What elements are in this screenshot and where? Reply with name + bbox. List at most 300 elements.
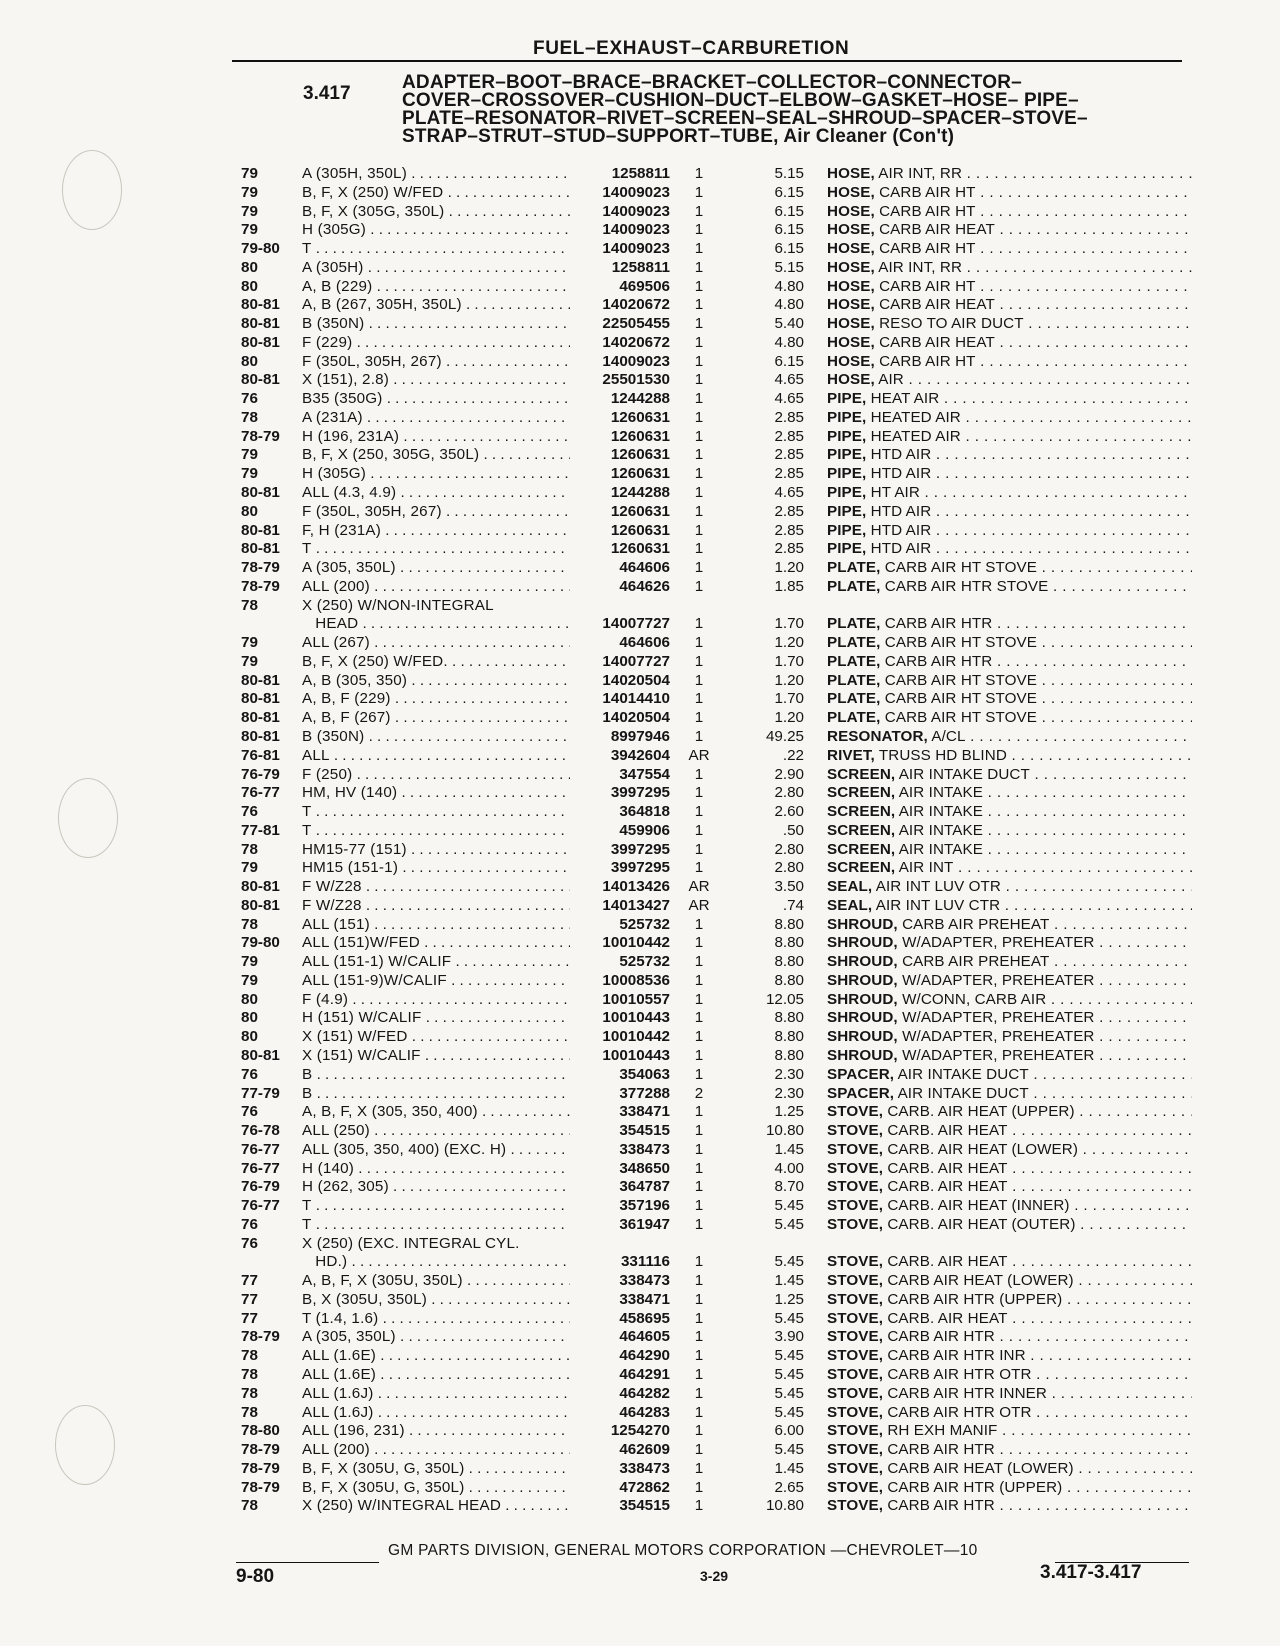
part-detail: HEAT AIR <box>866 390 940 408</box>
part-detail: CARB AIR HTR (UPPER) <box>883 1290 1063 1308</box>
quantity: 1 <box>694 690 704 708</box>
price: 1.85 <box>774 577 804 595</box>
part-name: STOVE, <box>827 1478 884 1496</box>
model-year: 78-79 <box>241 1459 280 1477</box>
description <box>827 1422 1192 1441</box>
part-detail: AIR INT LUV CTR <box>872 896 1001 914</box>
description <box>827 1272 1192 1291</box>
price: 5.45 <box>774 1309 804 1327</box>
price: 10.80 <box>765 1497 804 1515</box>
model-year: 77 <box>241 1272 258 1290</box>
quantity: 1 <box>694 915 704 933</box>
part-detail: HEATED AIR <box>866 408 961 426</box>
price: 1.25 <box>774 1103 804 1121</box>
application: ALL (151)W/FED . . . <box>302 934 570 953</box>
part-detail: CARB AIR HEAT (LOWER) <box>883 1272 1074 1290</box>
part-name: STOVE, <box>827 1197 884 1215</box>
part-name: STOVE, <box>827 1441 884 1459</box>
part-detail: W/ADAPTER, PREHEATER <box>897 971 1095 989</box>
quantity: 1 <box>694 296 704 314</box>
description <box>827 859 1192 878</box>
price: 6.15 <box>774 352 804 370</box>
description <box>827 878 1192 897</box>
part-detail: AIR INTAKE <box>895 840 983 858</box>
quantity: 1 <box>694 502 704 520</box>
table-row <box>0 522 1280 541</box>
quantity: AR <box>688 878 710 896</box>
part-detail: AIR INT LUV OTR <box>872 878 1001 896</box>
application: H (305G) . . . <box>302 221 570 240</box>
quantity: 1 <box>694 840 704 858</box>
part-number: 1260631 <box>610 427 670 445</box>
table-row <box>0 709 1280 728</box>
part-number: 1260631 <box>610 540 670 558</box>
part-detail: CARB AIR HTR <box>880 652 993 670</box>
table-row <box>0 1160 1280 1179</box>
part-detail: CARB AIR HTR (UPPER) <box>883 1478 1063 1496</box>
part-name: PLATE, <box>827 615 881 633</box>
model-year: 80-81 <box>241 690 280 708</box>
table-row <box>0 1291 1280 1310</box>
part-name: SCREEN, <box>827 840 896 858</box>
part-number: 464282 <box>619 1384 670 1402</box>
part-number: 464626 <box>619 577 670 595</box>
description <box>827 953 1192 972</box>
quantity: 1 <box>694 1384 704 1402</box>
application: HM, HV (140) . . . <box>302 784 570 803</box>
part-name: PIPE, <box>827 408 867 426</box>
price: 2.80 <box>774 859 804 877</box>
quantity: 1 <box>694 1046 704 1064</box>
application: X (250) W/NON-INTEGRAL <box>302 596 494 614</box>
application: A (305, 350L) . . . <box>302 559 570 578</box>
quantity: 1 <box>694 333 704 351</box>
quantity: 1 <box>694 765 704 783</box>
part-number: 14009023 <box>602 202 670 220</box>
table-row <box>0 841 1280 860</box>
part-number: 472862 <box>619 1478 670 1496</box>
price: 1.45 <box>774 1272 804 1290</box>
quantity: 1 <box>694 784 704 802</box>
quantity: 1 <box>694 465 704 483</box>
table-row <box>0 1310 1280 1329</box>
description <box>827 1141 1192 1160</box>
price: 6.15 <box>774 240 804 258</box>
part-name: PLATE, <box>827 709 881 727</box>
application: H (196, 231A) . . . <box>302 428 570 447</box>
part-number: 464283 <box>619 1403 670 1421</box>
description <box>827 540 1192 559</box>
table-row <box>0 540 1280 559</box>
table-row <box>0 1385 1280 1404</box>
price: 4.65 <box>774 390 804 408</box>
table-row <box>0 221 1280 240</box>
part-number: 3942604 <box>610 746 670 764</box>
part-number: 377288 <box>619 1084 670 1102</box>
price: 8.80 <box>774 934 804 952</box>
application: H (151) W/CALIF . . . <box>302 1009 570 1028</box>
model-year: 78 <box>241 1384 258 1402</box>
price: 2.65 <box>774 1478 804 1496</box>
table-row <box>0 934 1280 953</box>
part-detail: AIR <box>874 371 904 389</box>
quantity: 1 <box>694 990 704 1008</box>
part-name: SCREEN, <box>827 784 896 802</box>
part-detail: RH EXH MANIF <box>883 1422 998 1440</box>
application: T . . . <box>302 803 570 822</box>
part-number: 357196 <box>619 1197 670 1215</box>
table-row <box>0 1328 1280 1347</box>
application: B (350N) . . . <box>302 315 570 334</box>
part-detail: CARB AIR HT STOVE <box>880 709 1038 727</box>
part-name: SCREEN, <box>827 821 896 839</box>
application: F (350L, 305H, 267) . . . <box>302 503 570 522</box>
model-year: 78 <box>241 1347 258 1365</box>
application: T . . . <box>302 1216 570 1235</box>
application: B . . . <box>302 1066 570 1085</box>
part-number: 14009023 <box>602 183 670 201</box>
part-number: 14020672 <box>602 296 670 314</box>
price: 6.15 <box>774 183 804 201</box>
part-number: 10010442 <box>602 1028 670 1046</box>
description <box>827 296 1192 315</box>
price: 8.80 <box>774 1028 804 1046</box>
quantity: 1 <box>694 1065 704 1083</box>
part-detail: CARB AIR HEAT <box>874 296 995 314</box>
table-row <box>0 859 1280 878</box>
part-name: STOVE, <box>827 1159 884 1177</box>
quantity: 1 <box>694 953 704 971</box>
description <box>827 1103 1192 1122</box>
part-name: SHROUD, <box>827 953 898 971</box>
table-row <box>0 1103 1280 1122</box>
part-number: 8997946 <box>610 727 670 745</box>
part-name: SHROUD, <box>827 1028 898 1046</box>
model-year: 76 <box>241 1215 258 1233</box>
price: 2.85 <box>774 408 804 426</box>
table-row <box>0 1066 1280 1085</box>
price: 5.45 <box>774 1441 804 1459</box>
price: 1.20 <box>774 634 804 652</box>
table-row <box>0 953 1280 972</box>
table-row <box>0 484 1280 503</box>
description <box>827 203 1192 222</box>
application: ALL (1.6E) . . . <box>302 1366 570 1385</box>
application: X (250) (EXC. INTEGRAL CYL. <box>302 1234 520 1252</box>
part-detail: CARB. AIR HEAT (UPPER) <box>883 1103 1075 1121</box>
part-number: 347554 <box>619 765 670 783</box>
price: 5.45 <box>774 1347 804 1365</box>
part-name: PIPE, <box>827 540 867 558</box>
part-number: 338471 <box>619 1290 670 1308</box>
quantity: 1 <box>694 540 704 558</box>
quantity: 1 <box>694 1403 704 1421</box>
model-year: 77 <box>241 1309 258 1327</box>
table-row <box>0 653 1280 672</box>
table-row <box>0 897 1280 916</box>
description <box>827 1366 1192 1385</box>
section-heading-line: COVER–CROSSOVER–CUSHION–DUCT–ELBOW–GASKET–HOSE– PIPE– <box>402 90 1079 111</box>
table-row <box>0 690 1280 709</box>
application: ALL . . . <box>302 747 570 766</box>
part-name: STOVE, <box>827 1272 884 1290</box>
model-year: 78 <box>241 1497 258 1515</box>
description <box>827 221 1192 240</box>
table-row <box>0 1422 1280 1441</box>
application: ALL (151-1) W/CALIF . . . <box>302 953 570 972</box>
quantity: 1 <box>694 559 704 577</box>
part-number: 338473 <box>619 1272 670 1290</box>
table-row <box>0 1178 1280 1197</box>
part-name: STOVE, <box>827 1253 884 1271</box>
part-name: STOVE, <box>827 1290 884 1308</box>
part-name: HOSE, <box>827 296 875 314</box>
quantity: 1 <box>694 1122 704 1140</box>
part-number: 10010443 <box>602 1009 670 1027</box>
part-name: STOVE, <box>827 1366 884 1383</box>
application: F W/Z28 . . . <box>302 878 570 897</box>
part-number: 14014410 <box>602 690 670 708</box>
price: 5.15 <box>774 165 804 182</box>
model-year: 78-79 <box>241 577 280 595</box>
part-detail: CARB AIR HT <box>874 240 976 258</box>
part-detail: CARB AIR HTR INR <box>883 1347 1026 1365</box>
quantity: 1 <box>694 1103 704 1121</box>
part-number: 14007727 <box>602 652 670 670</box>
model-year: 77-81 <box>241 821 280 839</box>
price: 5.45 <box>774 1384 804 1402</box>
description <box>827 1291 1192 1310</box>
application: ALL (196, 231) . . . <box>302 1422 570 1441</box>
price: 8.80 <box>774 971 804 989</box>
quantity: 1 <box>694 1309 704 1327</box>
quantity: 1 <box>694 1347 704 1365</box>
model-year: 76 <box>241 803 258 821</box>
description <box>827 1441 1192 1460</box>
part-name: STOVE, <box>827 1178 884 1196</box>
quantity: 1 <box>694 165 704 182</box>
price: 1.45 <box>774 1140 804 1158</box>
part-number: 14020504 <box>602 671 670 689</box>
part-number: 1260631 <box>610 502 670 520</box>
price: 4.65 <box>774 484 804 502</box>
price: 2.85 <box>774 446 804 464</box>
part-name: SPACER, <box>827 1084 895 1102</box>
quantity: 1 <box>694 671 704 689</box>
description <box>827 747 1192 766</box>
application: X (151) W/CALIF . . . <box>302 1047 570 1066</box>
part-number: 1260631 <box>610 521 670 539</box>
model-year: 77-79 <box>241 1084 280 1102</box>
part-name: STOVE, <box>827 1215 884 1233</box>
part-number: 338471 <box>619 1103 670 1121</box>
description <box>827 1253 1192 1272</box>
application: F (250) . . . <box>302 766 570 785</box>
part-number: 14009023 <box>602 352 670 370</box>
description <box>827 1404 1192 1423</box>
price: 4.80 <box>774 277 804 295</box>
part-number: 1244288 <box>610 390 670 408</box>
price: 3.50 <box>774 878 804 896</box>
part-number: 464291 <box>619 1366 670 1383</box>
application: H (262, 305) . . . <box>302 1178 570 1197</box>
part-name: PLATE, <box>827 577 881 595</box>
application: B, F, X (250, 305G, 350L) . . . <box>302 446 570 465</box>
price: 4.80 <box>774 333 804 351</box>
description <box>827 578 1192 597</box>
description <box>827 615 1192 634</box>
quantity: 1 <box>694 258 704 276</box>
table-row <box>0 1366 1280 1385</box>
price: 2.60 <box>774 803 804 821</box>
model-year: 80 <box>241 277 258 295</box>
table-row <box>0 1197 1280 1216</box>
quantity: 1 <box>694 408 704 426</box>
part-detail: CARB AIR HTR OTR <box>883 1403 1032 1421</box>
part-detail: CARB AIR HT <box>874 202 976 220</box>
price: 10.80 <box>765 1122 804 1140</box>
part-detail: AIR INTAKE DUCT <box>894 1065 1029 1083</box>
model-year: 80-81 <box>241 671 280 689</box>
model-year: 76-77 <box>241 1140 280 1158</box>
model-year: 80-81 <box>241 727 280 745</box>
price: 2.85 <box>774 521 804 539</box>
part-detail: AIR INT, RR <box>874 258 963 276</box>
part-detail: HT AIR <box>866 484 920 502</box>
part-name: PIPE, <box>827 390 867 408</box>
description <box>827 934 1192 953</box>
price: 2.85 <box>774 502 804 520</box>
description <box>827 165 1192 184</box>
part-detail: AIR INTAKE <box>895 803 983 821</box>
quantity: 1 <box>694 1140 704 1158</box>
description <box>827 428 1192 447</box>
part-name: STOVE, <box>827 1497 884 1515</box>
application: B . . . <box>302 1085 570 1104</box>
part-number: 464606 <box>619 559 670 577</box>
part-name: SHROUD, <box>827 934 898 952</box>
model-year: 78 <box>241 840 258 858</box>
application: ALL (267) . . . <box>302 634 570 653</box>
part-number: 10010557 <box>602 990 670 1008</box>
price: .22 <box>782 746 804 764</box>
part-detail: AIR INTAKE <box>895 821 983 839</box>
quantity: 1 <box>694 859 704 877</box>
part-detail: W/ADAPTER, PREHEATER <box>897 1009 1095 1027</box>
table-row <box>0 634 1280 653</box>
part-detail: A/CL <box>927 727 966 745</box>
model-year: 76 <box>241 1065 258 1083</box>
price: 2.85 <box>774 465 804 483</box>
description <box>827 916 1192 935</box>
description <box>827 503 1192 522</box>
part-detail: CARB. AIR HEAT <box>883 1253 1008 1271</box>
quantity: 1 <box>694 934 704 952</box>
part-name: HOSE, <box>827 352 875 370</box>
price: 1.45 <box>774 1459 804 1477</box>
model-year: 76 <box>241 1234 258 1252</box>
application: HM15 (151-1) . . . <box>302 859 570 878</box>
price: 5.40 <box>774 315 804 333</box>
section-title: FUEL–EXHAUST–CARBURETION <box>533 38 850 59</box>
part-detail: W/CONN, CARB AIR <box>897 990 1047 1008</box>
table-row <box>0 597 1280 616</box>
model-year: 80-81 <box>241 315 280 333</box>
application: ALL (151) . . . <box>302 916 570 935</box>
application: HEAD . . . <box>302 615 570 634</box>
model-year: 79-80 <box>241 934 280 952</box>
part-name: PIPE, <box>827 502 867 520</box>
quantity: 1 <box>694 371 704 389</box>
price: 5.45 <box>774 1253 804 1271</box>
application: A (305, 350L) . . . <box>302 1328 570 1347</box>
description <box>827 1479 1192 1498</box>
part-detail: CARB AIR HT STOVE <box>880 690 1038 708</box>
price: 6.15 <box>774 202 804 220</box>
application: A, B (305, 350) . . . <box>302 672 570 691</box>
quantity: 1 <box>694 577 704 595</box>
part-detail: CARB. AIR HEAT <box>883 1159 1008 1177</box>
part-name: RIVET, <box>827 746 875 764</box>
price: 4.80 <box>774 296 804 314</box>
part-detail: CARB AIR HTR <box>883 1328 995 1346</box>
table-row <box>0 1047 1280 1066</box>
application: A, B (267, 305H, 350L) . . . <box>302 296 570 315</box>
application: ALL (1.6J) . . . <box>302 1385 570 1404</box>
footer-rule <box>236 1562 379 1563</box>
price: 8.70 <box>774 1178 804 1196</box>
part-name: STOVE, <box>827 1103 884 1121</box>
description <box>827 1009 1192 1028</box>
part-number: 10008536 <box>602 971 670 989</box>
part-detail: W/ADAPTER, PREHEATER <box>897 934 1095 952</box>
price: 2.85 <box>774 540 804 558</box>
description <box>827 1347 1192 1366</box>
part-detail: CARB AIR HTR <box>883 1441 995 1459</box>
part-number: 464606 <box>619 634 670 652</box>
model-year: 78-79 <box>241 1441 280 1459</box>
description <box>827 1197 1192 1216</box>
part-detail: CARB AIR HT STOVE <box>880 634 1038 652</box>
description <box>827 353 1192 372</box>
part-detail: AIR INTAKE DUCT <box>894 1084 1029 1102</box>
part-number: 364818 <box>619 803 670 821</box>
footer-date: 9-80 <box>236 1566 275 1587</box>
quantity: 1 <box>694 1497 704 1515</box>
quantity: 1 <box>694 709 704 727</box>
description <box>827 1085 1192 1104</box>
application: HD.) . . . <box>302 1253 570 1272</box>
quantity: 1 <box>694 971 704 989</box>
quantity: 1 <box>694 1215 704 1233</box>
application: A, B, F (229) . . . <box>302 690 570 709</box>
part-number: 14020504 <box>602 709 670 727</box>
description <box>827 278 1192 297</box>
part-name: SEAL, <box>827 878 873 896</box>
table-row <box>0 278 1280 297</box>
part-name: RESONATOR, <box>827 727 928 745</box>
part-number: 10010443 <box>602 1046 670 1064</box>
application: H (305G) . . . <box>302 465 570 484</box>
application: B35 (350G) . . . <box>302 390 570 409</box>
header-rule <box>232 60 1182 62</box>
part-detail: CARB AIR HEAT <box>874 221 995 239</box>
description <box>827 1310 1192 1329</box>
part-name: HOSE, <box>827 202 875 220</box>
description <box>827 822 1192 841</box>
quantity: 1 <box>694 1009 704 1027</box>
application: ALL (1.6J) . . . <box>302 1404 570 1423</box>
